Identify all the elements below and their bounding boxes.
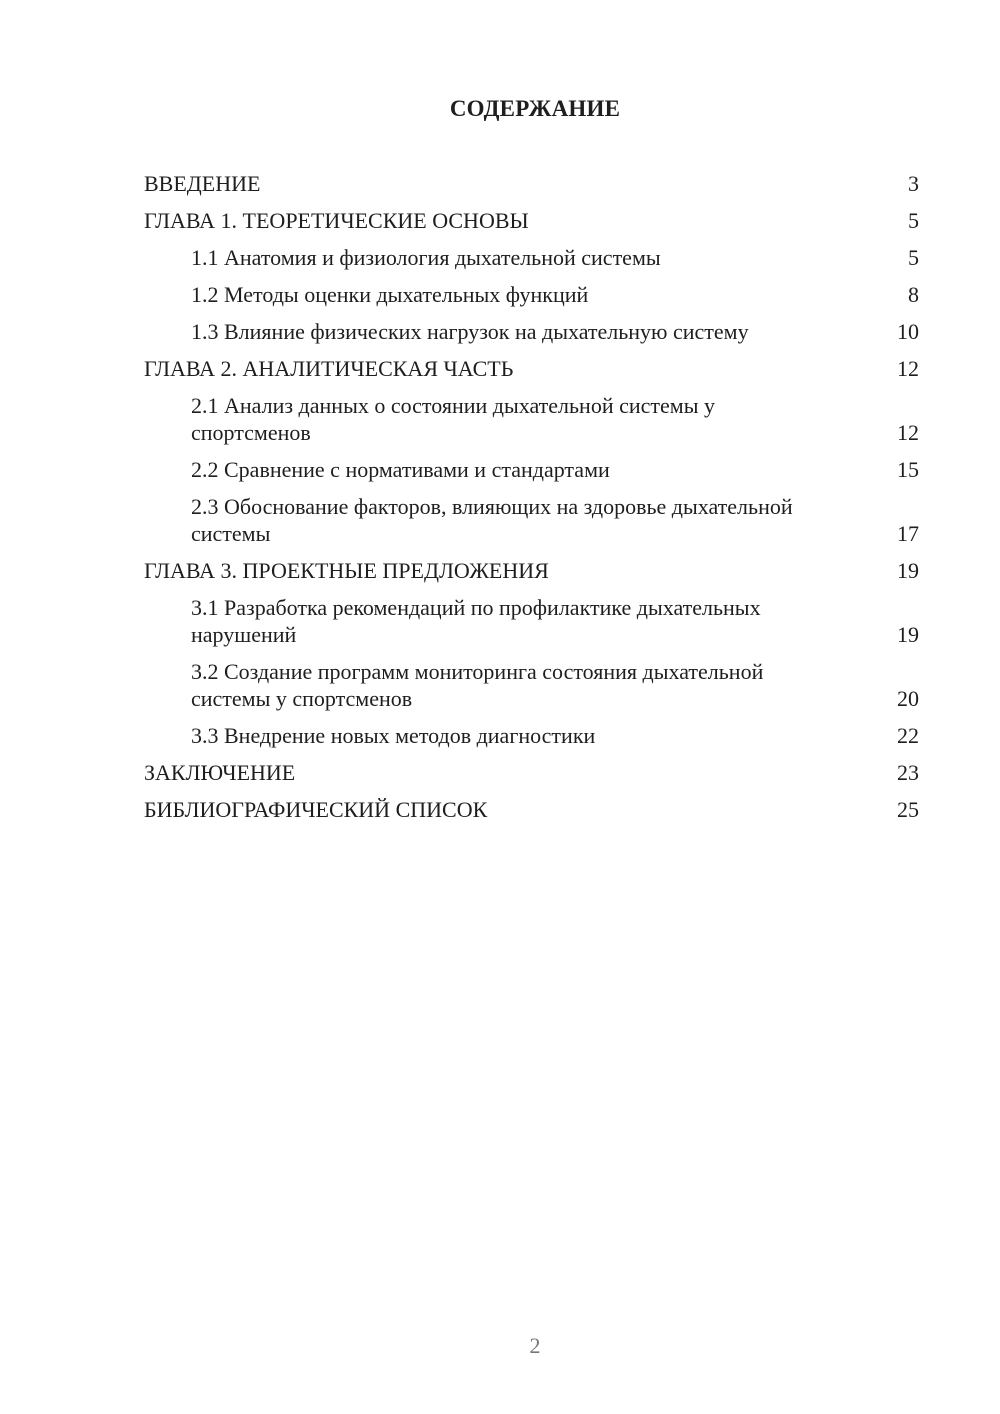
toc-entry-label: 3.3 Внедрение новых методов диагностики xyxy=(191,723,596,748)
toc-entry-page: 15 xyxy=(897,457,919,482)
toc-entry-page: 12 xyxy=(897,420,919,445)
toc-entry-page: 22 xyxy=(897,723,919,748)
toc-entry-page: 12 xyxy=(897,356,919,381)
toc-entry-section-3-3 xyxy=(144,722,919,749)
toc-entry-page: 25 xyxy=(897,797,919,822)
toc-entry-page: 5 xyxy=(908,208,919,233)
toc-entry-label: ВВЕДЕНИЕ xyxy=(144,171,261,196)
toc-entry-page: 8 xyxy=(908,282,919,307)
toc-entry-label: БИБЛИОГРАФИЧЕСКИЙ СПИСОК xyxy=(144,797,488,822)
toc-entry-page: 19 xyxy=(897,622,919,647)
toc-entry-label: 3.1 Разработка рекомендаций по профилактике дыхательных нарушений xyxy=(191,595,761,647)
toc-entry-label: ГЛАВА 2. АНАЛИТИЧЕСКАЯ ЧАСТЬ xyxy=(144,356,514,381)
toc-entry-page: 5 xyxy=(908,245,919,270)
toc-entry-bibliography xyxy=(144,796,919,823)
toc-entry-page: 3 xyxy=(908,171,919,196)
toc-entry-label: ЗАКЛЮЧЕНИЕ xyxy=(144,760,296,785)
toc-entry-conclusion xyxy=(144,759,919,786)
toc-entry-introduction xyxy=(144,170,919,197)
toc-entry-label: 2.1 Анализ данных о состоянии дыхательной системы у спортсменов xyxy=(191,393,715,445)
toc-entry-chapter-3 xyxy=(144,557,919,584)
toc-entry-page: 10 xyxy=(897,319,919,344)
toc-entry-section-1-3 xyxy=(144,318,919,345)
toc-entry-page: 17 xyxy=(897,521,919,546)
toc-entry-section-2-3 xyxy=(144,493,919,547)
toc-entry-page: 19 xyxy=(897,558,919,583)
toc-entry-section-3-2 xyxy=(144,658,919,712)
toc-entry-chapter-2 xyxy=(144,355,919,382)
toc-entry-label: ГЛАВА 1. ТЕОРЕТИЧЕСКИЕ ОСНОВЫ xyxy=(144,208,529,233)
toc-entry-section-1-1 xyxy=(144,244,919,271)
table-of-contents xyxy=(144,170,919,833)
toc-entry-label: 2.3 Обоснование факторов, влияющих на здоровье дыхательной системы xyxy=(191,494,793,546)
page-number: 2 xyxy=(529,1333,541,1358)
toc-entry-label: 1.3 Влияние физических нагрузок на дыхательную систему xyxy=(191,319,749,344)
toc-entry-label: 3.2 Создание программ мониторинга состояния дыхательной системы у спортсменов xyxy=(191,659,764,711)
toc-entry-section-2-2 xyxy=(144,456,919,483)
toc-entry-label: ГЛАВА 3. ПРОЕКТНЫЕ ПРЕДЛОЖЕНИЯ xyxy=(144,558,549,583)
toc-entry-chapter-1 xyxy=(144,207,919,234)
toc-entry-page: 23 xyxy=(897,760,919,785)
toc-entry-section-3-1 xyxy=(144,594,919,648)
toc-entry-label: 2.2 Сравнение с нормативами и стандартами xyxy=(191,457,610,482)
toc-entry-label: 1.1 Анатомия и физиология дыхательной системы xyxy=(191,245,661,270)
toc-entry-page: 20 xyxy=(897,686,919,711)
toc-entry-section-2-1 xyxy=(144,392,919,446)
page-title: СОДЕРЖАНИЕ xyxy=(449,96,621,121)
toc-entry-label: 1.2 Методы оценки дыхательных функций xyxy=(191,282,589,307)
toc-entry-section-1-2 xyxy=(144,281,919,308)
